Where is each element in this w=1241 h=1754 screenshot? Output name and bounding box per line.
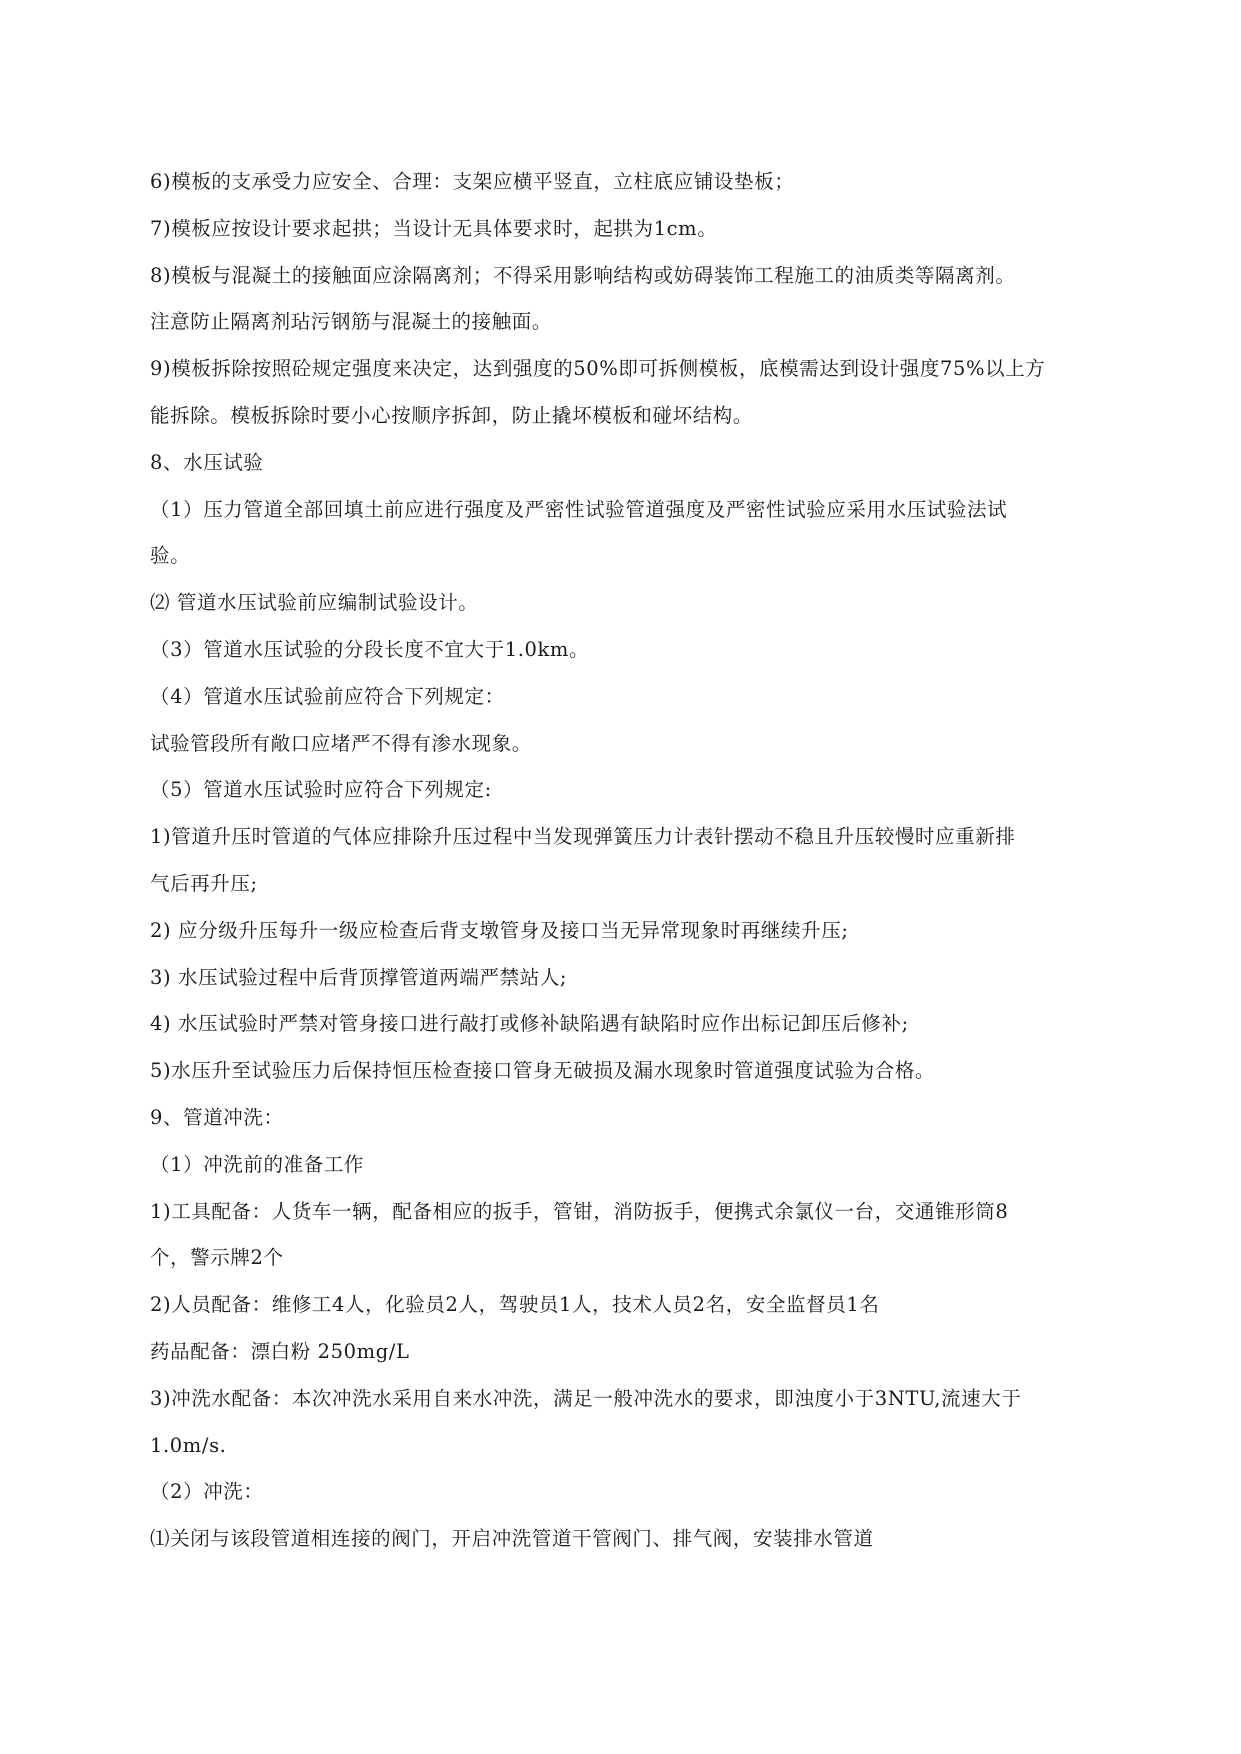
text-line: 1.0m/s. <box>150 1433 227 1457</box>
text-line: 注意防止隔离剂玷污钢筋与混凝土的接触面。 <box>150 310 553 334</box>
text-line: （1）压力管道全部回填土前应进行强度及严密性试验管道强度及严密性试验应采用水压试验法试 <box>150 497 1008 521</box>
text-line: 1)工具配备：人货车一辆，配备相应的扳手，管钳，消防扳手，便携式余氯仪一台，交通锥形筒8 <box>150 1199 1009 1223</box>
text-line: 4) 水压试验时严禁对管身接口进行敲打或修补缺陷遇有缺陷时应作出标记卸压后修补; <box>150 1012 909 1036</box>
text-line: 1)管道升压时管道的气体应排除升压过程中当发现弹簧压力计表针摆动不稳且升压较慢时应重新排 <box>150 825 1016 849</box>
text-line: 3)冲洗水配备：本次冲洗水采用自来水冲洗，满足一般冲洗水的要求，即浊度小于3NTU,流速大于 <box>150 1386 1022 1410</box>
text-line: 9)模板拆除按照砼规定强度来决定，达到强度的50%即可拆侧模板，底模需达到设计强度75%以上方 <box>150 357 1046 381</box>
section-heading: 9、管道冲洗： <box>150 1105 284 1129</box>
text-line: 7)模板应按设计要求起拱；当设计无具体要求时，起拱为1cm。 <box>150 216 718 240</box>
text-line: （3）管道水压试验的分段长度不宜大于1.0km。 <box>150 637 590 661</box>
text-line: 6)模板的支承受力应安全、合理：支架应横平竖直，立柱底应铺设垫板； <box>150 170 795 193</box>
text-line: ⑴关闭与该段管道相连接的阀门，开启冲洗管道干管阀门、排气阀，安装排水管道 <box>150 1527 874 1551</box>
text-line: ⑵ 管道水压试验前应编制试验设计。 <box>150 591 479 615</box>
text-line: 8)模板与混凝土的接触面应涂隔离剂；不得采用影响结构或妨碍装饰工程施工的油质类等隔离剂。 <box>150 263 1016 287</box>
section-heading: 8、水压试验 <box>150 450 264 474</box>
text-line: 3) 水压试验过程中后背顶撑管道两端严禁站人; <box>150 965 568 989</box>
document-body <box>150 159 1100 1563</box>
text-line: 2) 应分级升压每升一级应检查后背支墩管身及接口当无异常现象时再继续升压; <box>150 918 849 942</box>
text-line: （1）冲洗前的准备工作 <box>150 1152 365 1176</box>
text-line: 气后再升压; <box>150 871 258 895</box>
text-line: 个，警示牌2个 <box>150 1246 284 1270</box>
text-line: （5）管道水压试验时应符合下列规定: <box>150 778 492 802</box>
text-line: 能拆除。模板拆除时要小心按顺序拆卸，防止撬坏模板和碰坏结构。 <box>150 403 754 427</box>
text-line: （4）管道水压试验前应符合下列规定： <box>150 684 505 708</box>
text-line: 药品配备：漂白粉 250mg/L <box>150 1339 410 1363</box>
text-line: 5)水压升至试验压力后保持恒压检查接口管身无破损及漏水现象时管道强度试验为合格。 <box>150 1059 936 1083</box>
text-line: 试验管段所有敞口应堵严不得有渗水现象。 <box>150 731 532 755</box>
text-line: 验。 <box>150 544 191 568</box>
text-line: 2)人员配备：维修工4人，化验员2人，驾驶员1人，技术人员2名，安全监督员1名 <box>150 1293 880 1317</box>
text-line: （2）冲洗： <box>150 1480 264 1504</box>
